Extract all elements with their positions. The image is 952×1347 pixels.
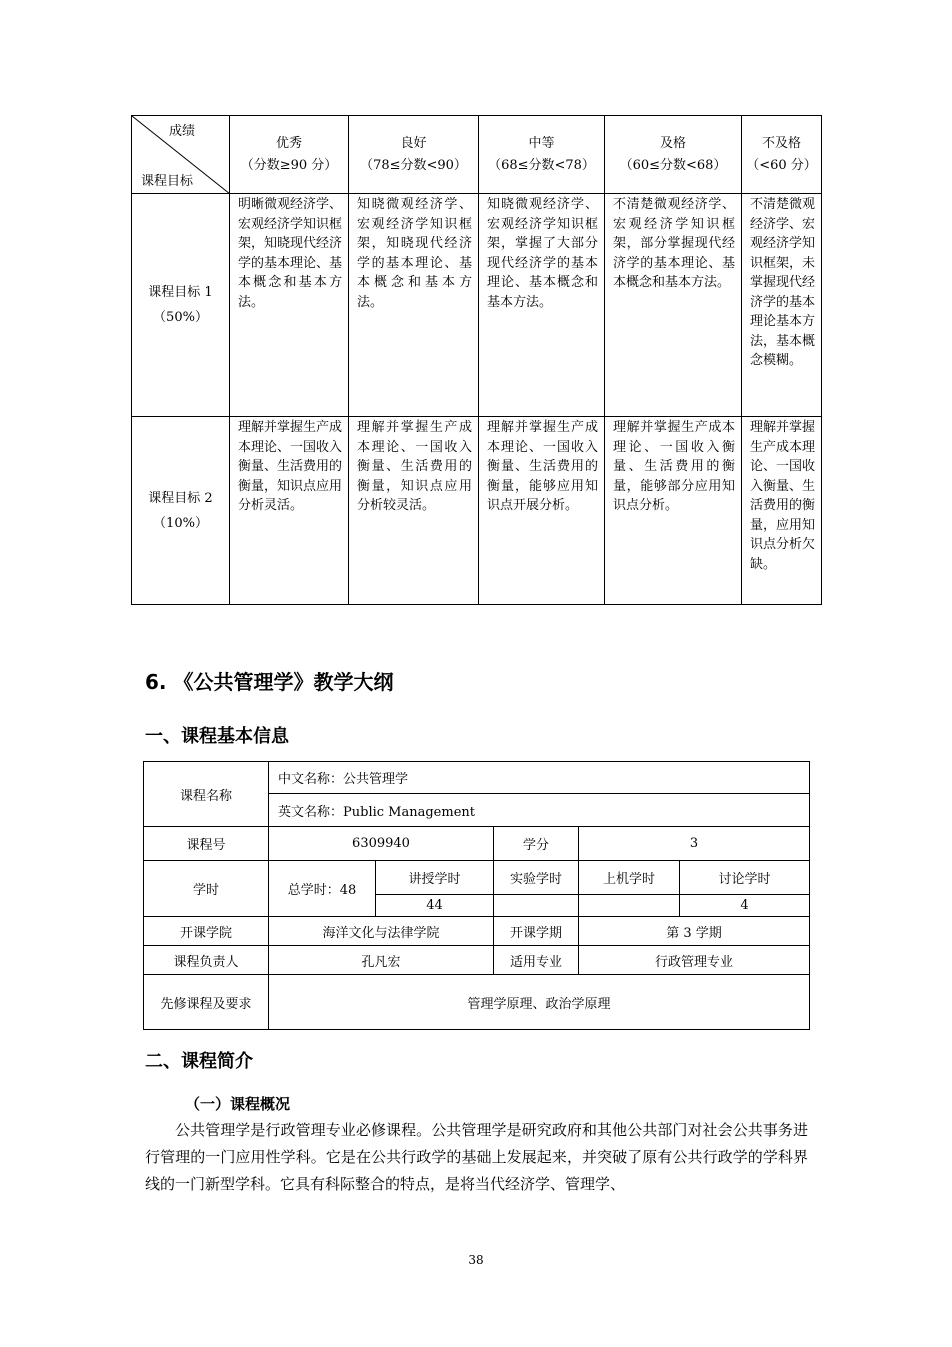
goal-label-1: 课程目标 1 （50%）	[132, 194, 230, 417]
goal-row-1	[132, 194, 822, 417]
goal-2-fail: 理解并掌握生产成本理论、一国收入衡量、生活费用的衡量，应用知识点分析欠缺。	[742, 417, 822, 605]
hours-label: 学时	[144, 861, 269, 917]
row-course-name-cn	[144, 762, 810, 794]
leader-value: 孔凡宏	[269, 946, 494, 975]
lab-hours-value	[494, 895, 579, 917]
total-hours: 总学时：48	[269, 861, 376, 917]
level-header-medium: 中等 （68≤分数<78）	[479, 116, 605, 194]
level-header-good: 良好 （78≤分数<90）	[349, 116, 479, 194]
diagonal-header-cell	[132, 116, 230, 194]
level-header-excellent: 优秀 （分数≥90 分）	[230, 116, 349, 194]
semester-value: 第 3 学期	[579, 917, 810, 946]
goal-label-2: 课程目标 2 （10%）	[132, 417, 230, 605]
section-title: 6. 《公共管理学》教学大纲	[145, 670, 394, 694]
goal-1-pass: 不清楚微观经济学、宏观经济学知识框架，部分掌握现代经济学的基本理论、基本概念和基本方法。	[605, 194, 742, 417]
row-leader	[144, 946, 810, 975]
prereq-value: 管理学原理、政治学原理	[269, 975, 810, 1030]
goal-1-excellent: 明晰微观经济学、宏观经济学知识框架，知晓现代经济学的基本理论、基本概念和基本方法。	[230, 194, 349, 417]
discussion-hours-value: 4	[680, 895, 810, 917]
course-name-cn: 中文名称：公共管理学	[269, 762, 810, 794]
credit-value: 3	[579, 827, 810, 861]
goal-2-pass: 理解并掌握生产成本理论、一国收入衡量、生活费用的衡量，能够部分应用知识点分析。	[605, 417, 742, 605]
major-value: 行政管理专业	[579, 946, 810, 975]
course-info-table	[143, 761, 810, 1030]
goal-1-medium: 知晓微观经济学、宏观经济学知识框架，掌握了大部分现代经济学的基本理论、基本概念和基本方法。	[479, 194, 605, 417]
grade-header-row	[132, 116, 822, 194]
semester-label: 开课学期	[494, 917, 579, 946]
discussion-hours-label: 讨论学时	[680, 861, 810, 895]
diag-bottom-label: 课程目标	[141, 174, 194, 189]
subheading-overview: （一）课程概况	[185, 1095, 291, 1113]
heading-course-intro: 二、课程简介	[145, 1051, 253, 1072]
level-header-pass: 及格 （60≤分数<68）	[605, 116, 742, 194]
goal-1-fail: 不清楚微观经济学、宏观经济学知识框架，未掌握现代经济学的基本理论基本方法，基本概念模糊。	[742, 194, 822, 417]
goal-2-good: 理解并掌握生产成本理论、一国收入衡量、生活费用的衡量，知识点应用分析较灵活。	[349, 417, 479, 605]
lecture-hours-value: 44	[376, 895, 494, 917]
row-course-number	[144, 827, 810, 861]
college-label: 开课学院	[144, 917, 269, 946]
major-label: 适用专业	[494, 946, 579, 975]
computer-hours-value	[579, 895, 680, 917]
goal-2-medium: 理解并掌握生产成本理论、一国收入衡量、生活费用的衡量，能够应用知识点开展分析。	[479, 417, 605, 605]
leader-label: 课程负责人	[144, 946, 269, 975]
overview-paragraph: 公共管理学是行政管理专业必修课程。公共管理学是研究政府和其他公共部门对社会公共事务进行管理的一门应用性学科。它是在公共行政学的基础上发展起来，并突破了原有公共行政学的学科界线的一门新型学科。它具有科际整合的特点，是将当代经济学、管理学、	[145, 1121, 808, 1193]
course-name-en: 英文名称：Public Management	[269, 794, 810, 827]
course-name-label: 课程名称	[144, 762, 269, 827]
goal-row-2	[132, 417, 822, 605]
lecture-hours-label: 讲授学时	[376, 861, 494, 895]
lab-hours-label: 实验学时	[494, 861, 579, 895]
course-no-value: 6309940	[269, 827, 494, 861]
goal-2-excellent: 理解并掌握生产成本理论、一国收入衡量、生活费用的衡量，知识点应用分析灵活。	[230, 417, 349, 605]
college-value: 海洋文化与法律学院	[269, 917, 494, 946]
credit-label: 学分	[494, 827, 579, 861]
diag-top-label: 成绩	[168, 124, 195, 139]
row-hours-labels	[144, 861, 810, 895]
row-prerequisites	[144, 975, 810, 1030]
row-college	[144, 917, 810, 946]
heading-basic-info: 一、课程基本信息	[145, 726, 289, 747]
level-header-fail: 不及格 （<60 分）	[742, 116, 822, 194]
goal-1-good: 知晓微观经济学、宏观经济学知识框架，知晓现代经济学的基本理论、基本概念和基本方法。	[349, 194, 479, 417]
page-number: 38	[468, 1253, 484, 1267]
grading-criteria-table	[131, 115, 822, 605]
computer-hours-label: 上机学时	[579, 861, 680, 895]
prereq-label: 先修课程及要求	[144, 975, 269, 1030]
course-no-label: 课程号	[144, 827, 269, 861]
